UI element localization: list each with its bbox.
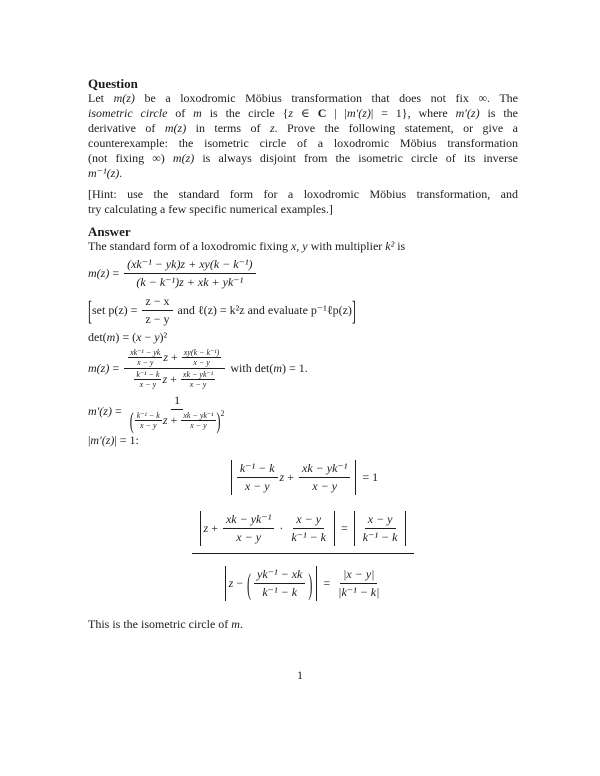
text-run: = 1 <box>359 470 379 484</box>
denominator: z − y <box>145 312 170 326</box>
absolute-value-bar <box>334 511 335 546</box>
text-run: + <box>167 372 180 386</box>
text-run: = <box>111 404 125 418</box>
stretchy-delimiter: ] <box>351 294 356 327</box>
text-run: is the circle { <box>201 106 289 120</box>
text-run: try calculating a few specific numerical examples.] <box>88 202 333 216</box>
text-run: y <box>154 330 160 344</box>
fraction <box>223 511 274 546</box>
text-run: x, y <box>290 239 308 253</box>
answer-intro-line <box>88 239 518 254</box>
text-run: . Prove the following statement, or give a <box>274 121 518 135</box>
text-run: = <box>338 521 351 535</box>
text-run: | = 1: <box>114 433 139 447</box>
question-line <box>88 151 518 166</box>
fraction <box>135 411 162 430</box>
numerator: x − y <box>293 511 324 529</box>
text-run: be a loxodromic Möbius transformation that does not fix ∞. The <box>134 91 518 105</box>
text-run: · <box>276 521 287 535</box>
text-run: + <box>168 350 181 364</box>
denominator: x − y <box>140 421 157 430</box>
denominator: x − y <box>236 530 262 544</box>
text-run: is the <box>479 106 519 120</box>
fraction <box>127 392 228 434</box>
denominator: k⁻¹ − k <box>262 585 298 599</box>
fraction <box>124 347 225 390</box>
text-run: . <box>239 617 243 631</box>
stretchy-delimiter: [ <box>88 294 92 327</box>
text-run: z <box>162 413 168 427</box>
display-equation-3 <box>88 566 518 605</box>
text-run: . <box>119 166 123 180</box>
text-run: with multiplier <box>307 239 386 253</box>
text-run: This is the isometric circle of <box>88 617 232 631</box>
text-run: k² <box>385 239 395 253</box>
fraction <box>124 256 255 291</box>
page-number: 1 <box>297 668 303 682</box>
denominator: x − y <box>190 421 207 430</box>
absolute-value-bar <box>225 566 226 601</box>
display-equation-1 <box>88 460 518 499</box>
fraction <box>360 511 401 546</box>
text-run: in terms of <box>186 121 270 135</box>
text-run: ) = ( <box>115 330 137 344</box>
text-run: m(z) <box>88 361 110 375</box>
text-run: is always disjoint from the isometric circle of its inverse <box>194 151 519 165</box>
question-line <box>88 121 518 136</box>
superscript: 2 <box>220 409 225 418</box>
text-run: m′(z) <box>455 106 480 120</box>
numerator: k⁻¹ − k <box>136 370 160 379</box>
fraction <box>299 460 350 495</box>
equation-substitution-bracket <box>88 293 518 328</box>
text-run: | = 1}, where <box>370 106 456 120</box>
text-run: is <box>394 239 406 253</box>
text-run: | | <box>326 106 347 120</box>
denominator: x − y <box>312 479 338 493</box>
fraction <box>254 566 305 601</box>
text-run: | <box>88 433 91 447</box>
fraction <box>128 348 162 367</box>
absolute-value-bar <box>354 511 355 546</box>
text-run: = <box>320 576 334 590</box>
text-run: z <box>279 470 285 484</box>
text-run: det( <box>88 330 107 344</box>
denominator: x − y <box>189 380 207 389</box>
text-run: m(z) <box>88 266 110 280</box>
equation-standard-form <box>88 256 518 291</box>
text-run: m <box>231 617 240 631</box>
text-run: counterexample: the isometric circle of a loxodromic Möbius transformation <box>88 136 518 150</box>
text-run: (not fixing ∞) <box>88 151 173 165</box>
equation-abs-derivative <box>88 433 518 448</box>
text-run: isometric circle <box>88 106 168 120</box>
text-run: m(z) <box>172 151 195 165</box>
numerator: yk⁻¹ − xk <box>254 566 305 584</box>
fraction <box>142 293 172 328</box>
text-run: and ℓ(z) = k²z and evaluate p⁻¹ℓp(z) <box>174 303 352 317</box>
hint-line <box>88 202 518 217</box>
stretchy-delimiter: ) <box>216 407 221 434</box>
text-run: z <box>203 521 209 535</box>
numerator: k⁻¹ − k <box>136 411 160 420</box>
text-run: z <box>163 350 169 364</box>
numerator: xk − yk⁻¹ <box>299 460 350 478</box>
text-run: + <box>208 521 221 535</box>
equation-determinant <box>88 330 518 345</box>
numerator: (xk⁻¹ − yk)z + xy(k − k⁻¹) <box>124 256 255 274</box>
fraction <box>181 411 215 430</box>
text-run: with det( <box>227 361 274 375</box>
text-run: m <box>273 361 283 375</box>
denominator: (k − k⁻¹)z + xk + yk⁻¹ <box>136 275 244 289</box>
text-run: z <box>162 372 168 386</box>
text-run: m⁻¹(z) <box>88 166 120 180</box>
equation-box <box>228 460 378 495</box>
fraction <box>182 348 222 367</box>
numerator: |x − y| <box>340 566 377 584</box>
text-run: m′(z) <box>90 433 115 447</box>
text-column <box>88 76 518 632</box>
denominator: x − y <box>244 479 270 493</box>
text-run: m(z) <box>113 91 135 105</box>
hint-line <box>88 187 518 202</box>
equation-box-underlined <box>192 511 415 554</box>
text-run: Let <box>88 91 114 105</box>
stretchy-delimiter: ) <box>308 566 313 601</box>
question-line <box>88 166 518 181</box>
question-line <box>88 106 518 121</box>
text-run: m(z) <box>164 121 187 135</box>
text-run: )² <box>159 330 168 344</box>
question-line <box>88 91 518 106</box>
denominator: k⁻¹ − k <box>362 530 398 544</box>
text-run: [Hint: use the standard form for a loxodromic Möbius transformation, and <box>88 187 518 201</box>
text-run: z <box>269 121 275 135</box>
denominator <box>130 369 219 390</box>
question-paragraph <box>88 91 518 181</box>
numerator: x − y <box>365 511 396 529</box>
question-line <box>88 136 518 151</box>
text-run: C <box>317 106 327 120</box>
numerator: xk − yk⁻¹ <box>223 511 274 529</box>
absolute-value-bar <box>316 566 317 601</box>
numerator: xk − yk⁻¹ <box>182 370 214 379</box>
text-run: derivative of <box>88 121 165 135</box>
numerator: z − x <box>142 293 172 311</box>
denominator: x − y <box>136 358 154 367</box>
denominator: k⁻¹ − k <box>291 530 326 544</box>
text-run: ∈ <box>293 106 318 120</box>
question-heading: Question <box>88 76 138 91</box>
fraction <box>134 370 161 389</box>
numerator: xk⁻¹ − yk <box>130 348 161 357</box>
text-run: ) = 1. <box>282 361 308 375</box>
closing-line <box>88 617 518 632</box>
fraction <box>237 460 278 495</box>
text-run: The standard form of a loxodromic fixing <box>88 239 291 253</box>
equation-normalized-form <box>88 347 518 390</box>
text-run: − <box>141 330 155 344</box>
text-run: m′(z) <box>346 106 371 120</box>
absolute-value-bar <box>355 460 356 495</box>
display-equation-2 <box>88 511 518 554</box>
text-run: z <box>288 106 294 120</box>
numerator <box>124 347 225 369</box>
denominator: x − y <box>139 380 157 389</box>
hint-paragraph <box>88 187 518 217</box>
equation-box <box>222 566 385 601</box>
text-run: m <box>106 330 116 344</box>
text-run: = <box>109 361 123 375</box>
absolute-value-bar <box>405 511 406 546</box>
absolute-value-bar <box>200 511 201 546</box>
fraction <box>181 370 215 389</box>
numerator: 1 <box>171 392 183 410</box>
denominator: |k⁻¹ − k| <box>338 585 380 599</box>
text-run: m <box>193 106 202 120</box>
text-run: + <box>167 413 181 427</box>
text-run: z <box>228 576 234 590</box>
numerator: xy(k − k⁻¹) <box>183 348 220 357</box>
fraction <box>288 511 329 546</box>
text-run: set p(z) = <box>92 303 141 317</box>
equation-derivative <box>88 392 518 434</box>
text-run: of <box>167 106 194 120</box>
absolute-value-bar <box>231 460 232 495</box>
text-run: = <box>109 266 123 280</box>
stretchy-delimiter: ( <box>129 407 134 434</box>
fraction <box>335 566 382 601</box>
text-run: m′(z) <box>88 404 112 418</box>
numerator: k⁻¹ − k <box>237 460 278 478</box>
text-run: x <box>136 330 142 344</box>
text-run: − <box>233 576 247 590</box>
denominator <box>127 407 228 434</box>
stretchy-delimiter: ( <box>247 566 252 601</box>
denominator: x − y <box>193 358 210 367</box>
numerator: xk − yk⁻¹ <box>183 411 214 420</box>
answer-heading: Answer <box>88 224 131 239</box>
text-run: + <box>284 470 297 484</box>
